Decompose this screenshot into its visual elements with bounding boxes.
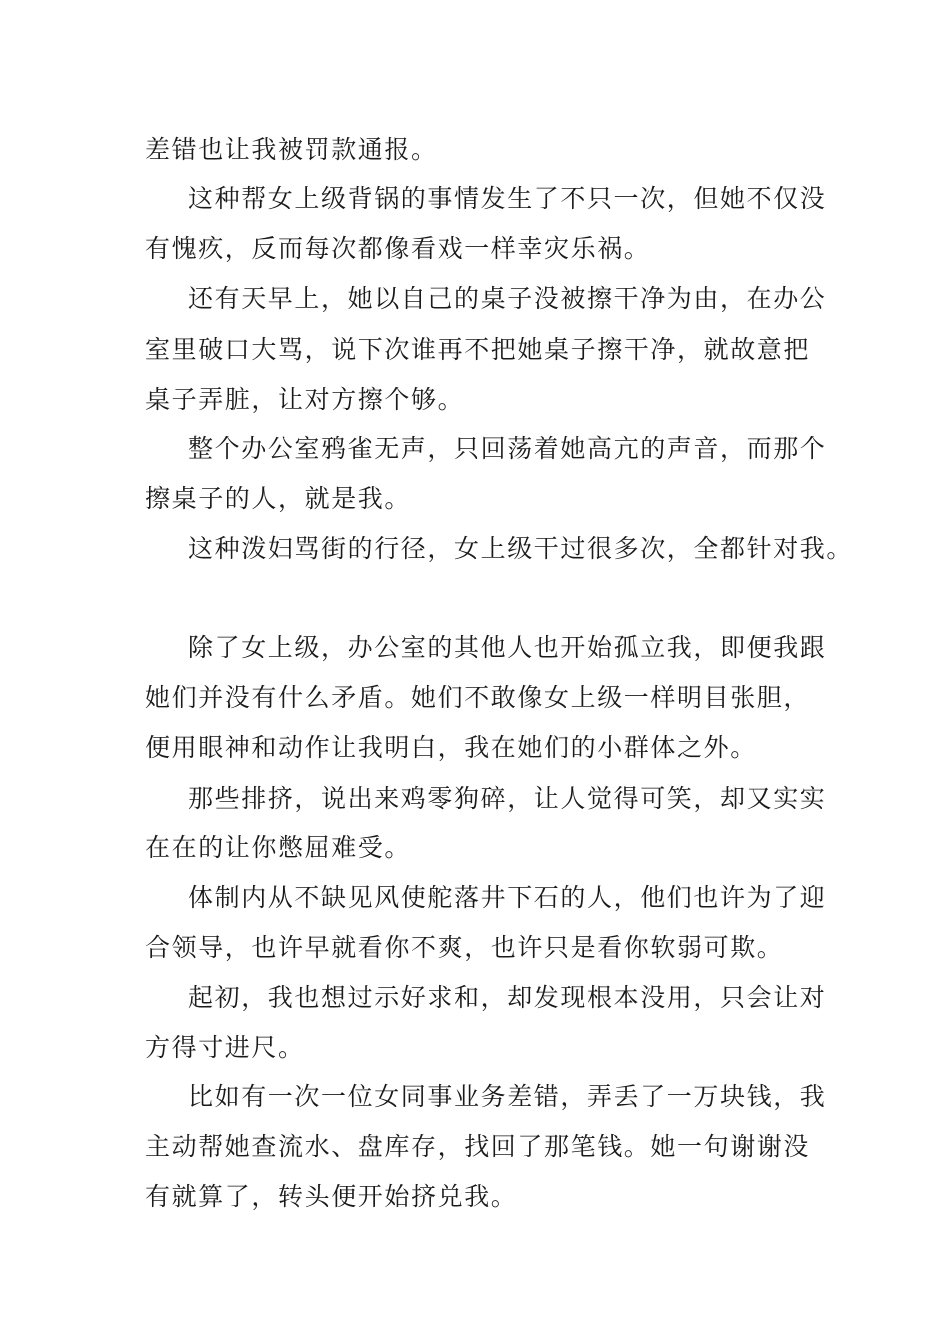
text-line: 她们并没有什么矛盾。她们不敢像女上级一样明目张胆， [145, 683, 811, 712]
text-line: 有就算了，转头便开始挤兑我。 [145, 1182, 518, 1211]
text-line: 主动帮她查流水、盘库存，找回了那笔钱。她一句谢谢没 [145, 1132, 811, 1161]
paragraph-start-line: 体制内从不缺见风使舵落井下石的人，他们也许为了迎 [188, 883, 827, 912]
paragraph-start-line: 这种泼妇骂街的行径，女上级干过很多次，全都针对我。 [188, 534, 854, 563]
text-line: 便用眼神和动作让我明白，我在她们的小群体之外。 [145, 733, 757, 762]
text-line: 差错也让我被罚款通报。 [145, 135, 438, 164]
text-line: 在在的让你憋屈难受。 [145, 833, 412, 862]
paragraph-start-line: 还有天早上，她以自己的桌子没被擦干净为由，在办公 [188, 284, 827, 313]
text-line: 室里破口大骂，说下次谁再不把她桌子擦干净，就故意把 [145, 335, 811, 364]
text-line: 方得寸进尺。 [145, 1033, 305, 1062]
text-line: 擦桌子的人，就是我。 [145, 484, 412, 513]
paragraph-start-line: 这种帮女上级背锅的事情发生了不只一次，但她不仅没 [188, 184, 827, 213]
paragraph-start-line: 比如有一次一位女同事业务差错，弄丢了一万块钱，我 [188, 1082, 827, 1111]
text-line: 有愧疚，反而每次都像看戏一样幸灾乐祸。 [145, 234, 651, 263]
paragraph-start-line: 整个办公室鸦雀无声，只回荡着她高亢的声音，而那个 [188, 434, 827, 463]
paragraph-start-line: 除了女上级，办公室的其他人也开始孤立我，即便我跟 [188, 633, 827, 662]
text-line: 桌子弄脏，让对方擦个够。 [145, 385, 465, 414]
paragraph-start-line: 那些排挤，说出来鸡零狗碎，让人觉得可笑，却又实实 [188, 784, 827, 813]
paragraph-start-line: 起初，我也想过示好求和，却发现根本没用，只会让对 [188, 983, 827, 1012]
text-line: 合领导，也许早就看你不爽，也许只是看你软弱可欺。 [145, 933, 784, 962]
